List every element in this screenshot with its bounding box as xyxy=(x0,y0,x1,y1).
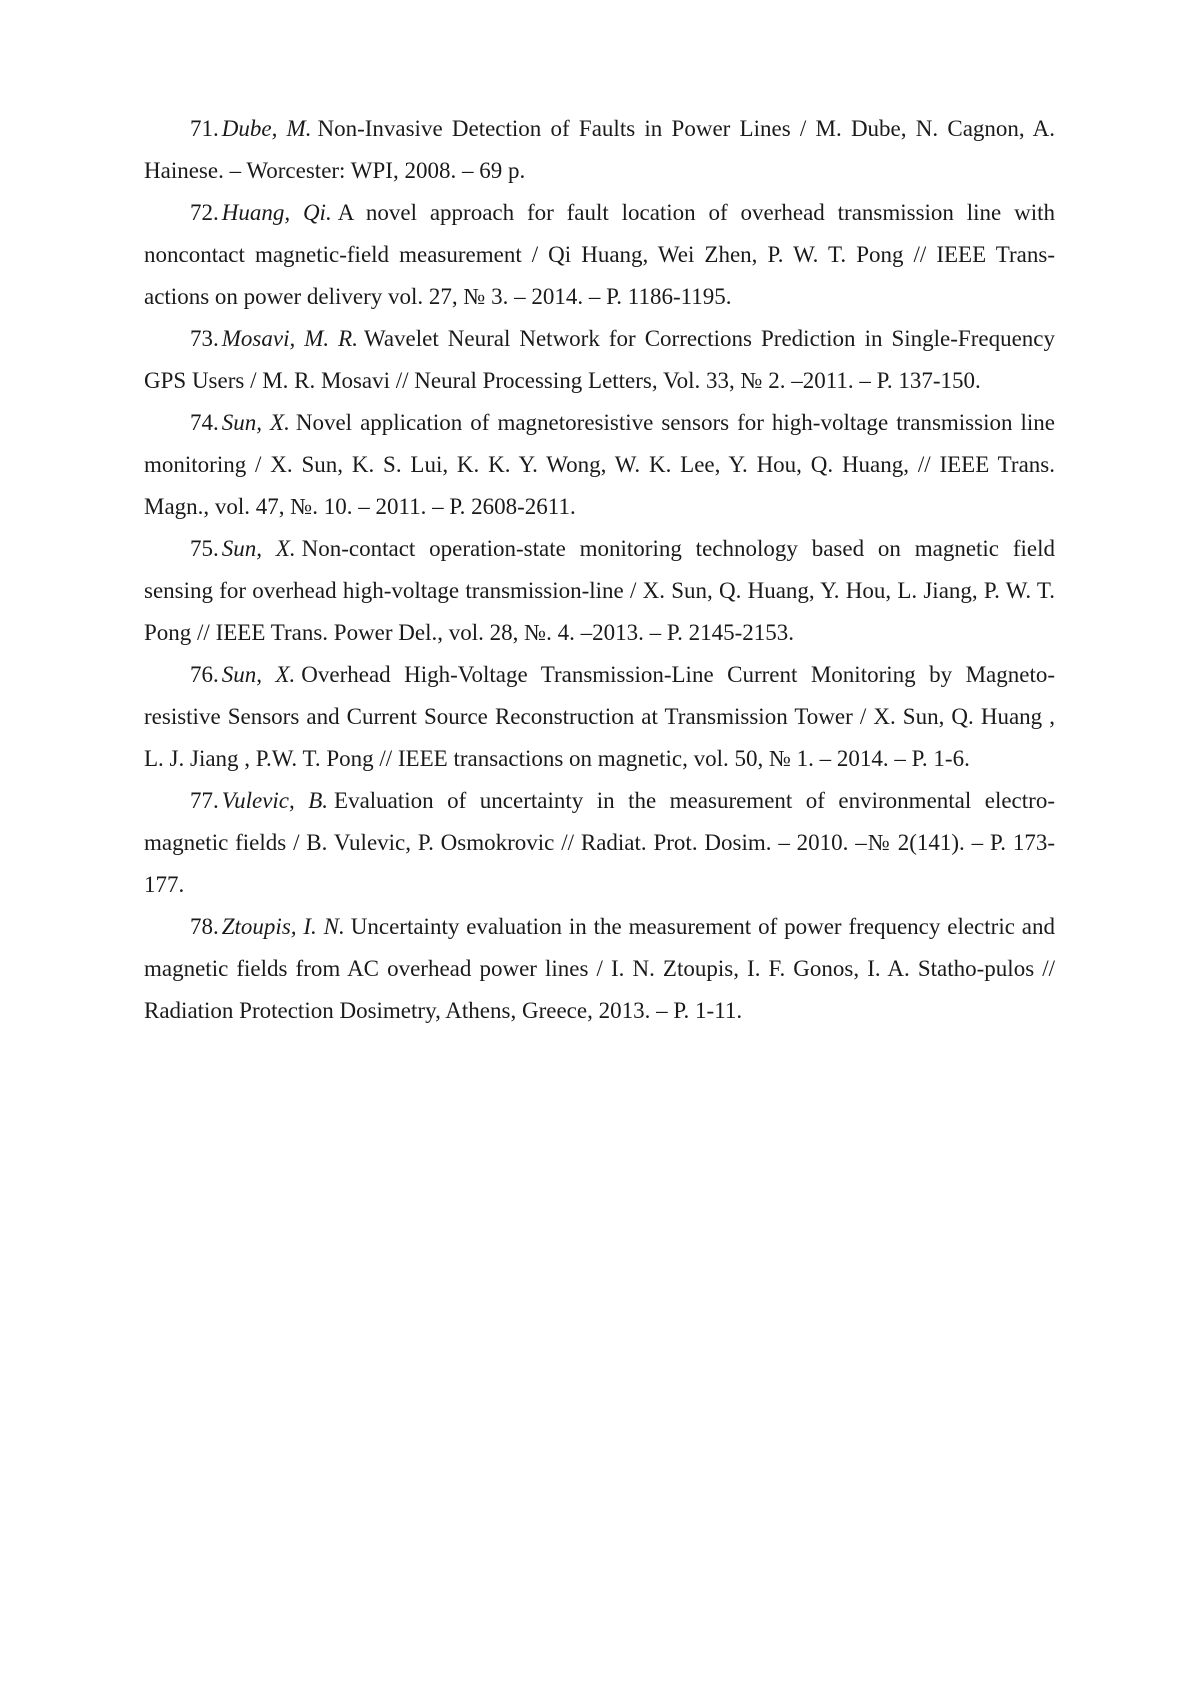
reference-text: Non-Invasive Detection of Faults in Power Lines / M. Dube, N. Cagnon, A. Hainese. – Worcester: WPI, 2008. – 69 p. xyxy=(144,116,1055,183)
reference-text: A novel approach for fault location of overhead transmission line with noncontact magnetic-field measurement / Qi Huang, Wei Zhen, P. W. T. Pong // IEEE Trans-actions on power delivery vol. 27, № 3. – 2014. – P. 1186-1195. xyxy=(144,200,1055,309)
reference-number: 72. xyxy=(190,200,219,225)
reference-text: Uncertainty evaluation in the measurement of power frequency electric and magnetic fields from AC overhead power lines / I. N. Ztoupis, I. F. Gonos, I. A. Statho-pulos // Radiation Protection Dosimetry, Athens, Greece, 2013. – P. 1-11. xyxy=(144,914,1055,1023)
reference-number: 74. xyxy=(190,410,219,435)
reference-item xyxy=(144,780,1055,906)
reference-text: Novel application of magnetoresistive sensors for high-voltage transmission line monitoring / X. Sun, K. S. Lui, K. K. Y. Wong, W. K. Lee, Y. Hou, Q. Huang, // IEEE Trans. Magn., vol. 47, №. 10. – 2011. – P. 2608-2611. xyxy=(144,410,1055,519)
reference-author: Mosavi, M. R. xyxy=(221,326,358,351)
reference-author: Sun, X. xyxy=(221,410,290,435)
reference-item xyxy=(144,906,1055,1032)
reference-text: Overhead High-Voltage Transmission-Line Current Monitoring by Magneto-resistive Sensors and Current Source Reconstruction at Transmission Tower / X. Sun, Q. Huang , L. J. Jiang , P.W. T. Pong // IEEE transactions on magnetic, vol. 50, № 1. – 2014. – P. 1-6. xyxy=(144,662,1055,771)
reference-text: Non-contact operation-state monitoring technology based on magnetic field sensing for overhead high-voltage transmission-line / X. Sun, Q. Huang, Y. Hou, L. Jiang, P. W. T. Pong // IEEE Trans. Power Del., vol. 28, №. 4. –2013. – P. 2145-2153. xyxy=(144,536,1055,645)
reference-list xyxy=(144,108,1055,1032)
reference-number: 77. xyxy=(190,788,219,813)
reference-author: Dube, M. xyxy=(221,116,312,141)
reference-author: Sun, X. xyxy=(221,536,296,561)
reference-number: 76. xyxy=(190,662,219,687)
reference-author: Huang, Qi. xyxy=(221,200,332,225)
reference-number: 71. xyxy=(190,116,219,141)
reference-author: Ztoupis, I. N. xyxy=(221,914,345,939)
reference-text: Wavelet Neural Network for Corrections Prediction in Single-Frequency GPS Users / M. R. Mosavi // Neural Processing Letters, Vol. 33, № 2. –2011. – P. 137-150. xyxy=(144,326,1055,393)
reference-item xyxy=(144,528,1055,654)
reference-number: 78. xyxy=(190,914,219,939)
reference-item xyxy=(144,192,1055,318)
reference-item xyxy=(144,318,1055,402)
reference-number: 73. xyxy=(190,326,219,351)
reference-text: Evaluation of uncertainty in the measurement of environmental electro-magnetic fields / B. Vulevic, P. Osmokrovic // Radiat. Prot. Dosim. – 2010. –№ 2(141). – P. 173-177. xyxy=(144,788,1055,897)
reference-item xyxy=(144,402,1055,528)
reference-author: Vulevic, B. xyxy=(221,788,329,813)
reference-number: 75. xyxy=(190,536,219,561)
reference-item xyxy=(144,654,1055,780)
reference-author: Sun, X. xyxy=(221,662,296,687)
reference-item xyxy=(144,108,1055,192)
